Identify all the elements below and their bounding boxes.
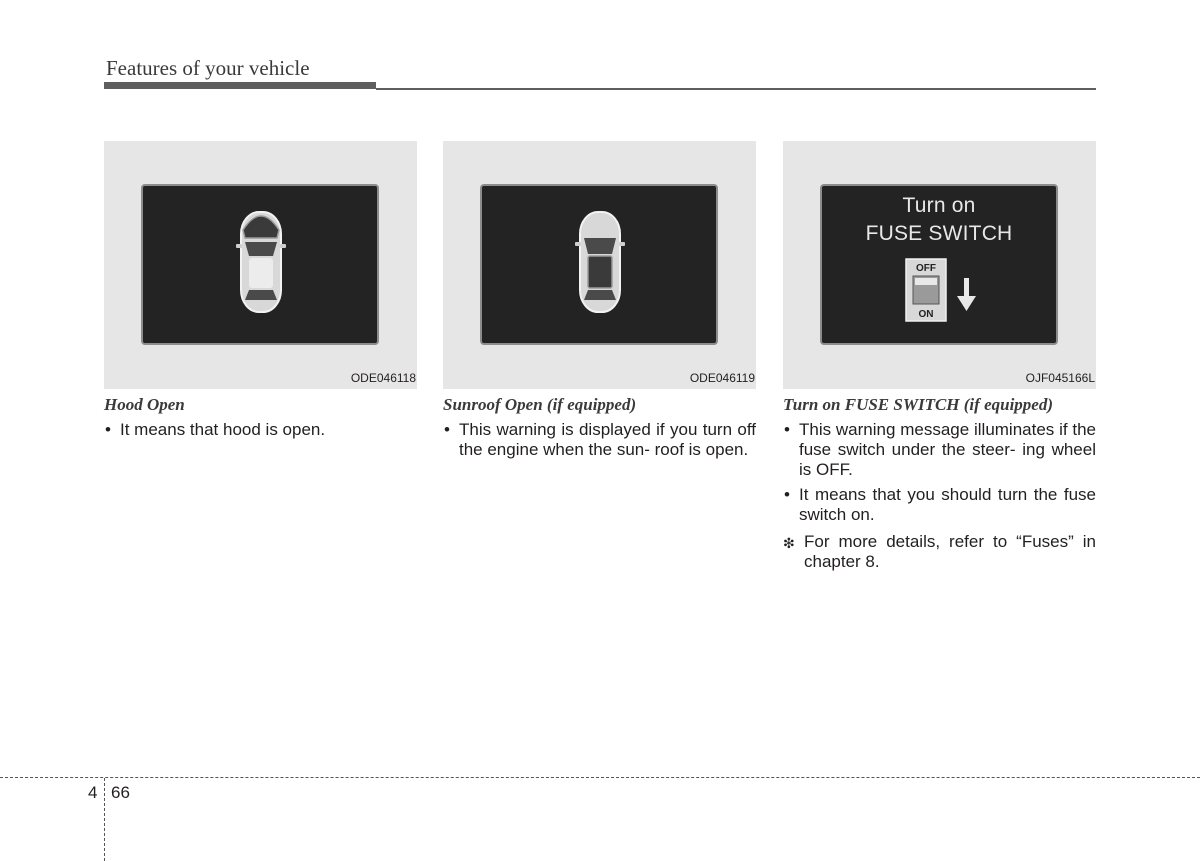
hood-open-display [141, 184, 379, 345]
bullet-item: • It means that you should turn the fuse switch on. [783, 485, 1096, 525]
chapter-number: 4 [88, 783, 98, 802]
hood-open-section [104, 141, 417, 440]
page-header-title: Features of your vehicle [106, 56, 310, 80]
switch-on-label: ON [918, 309, 934, 320]
fuse-switch-display [820, 184, 1058, 345]
bullet-item: • It means that hood is open. [104, 420, 417, 440]
display-line-1: Turn on [902, 194, 976, 217]
note-item: ❇ For more details, refer to “Fuses” in chapter 8. [783, 532, 1096, 572]
sunroof-open-figure [443, 141, 756, 389]
car-sunroof-open-icon [482, 186, 716, 343]
section-title: Sunroof Open (if equipped) [443, 395, 637, 414]
header-bar [104, 82, 376, 89]
fuse-switch-section [783, 141, 1096, 572]
section-title: Turn on FUSE SWITCH (if equipped) [783, 395, 1053, 414]
figure-code: OJF045166L [1025, 371, 1095, 385]
sunroof-open-display [480, 184, 718, 345]
car-hood-open-icon [143, 186, 377, 343]
arrow-down-icon [957, 296, 976, 311]
bullet-item: • This warning message illuminates if the fuse switch under the steer- ing wheel is OFF. [783, 420, 1096, 480]
fuse-switch-icon [822, 186, 1056, 343]
footer-divider [104, 778, 105, 861]
bullet-item: • This warning is displayed if you turn off the engine when the sun- roof is open. [443, 420, 756, 460]
page-number: 66 [111, 783, 130, 802]
switch-off-label: OFF [916, 263, 936, 274]
section-title: Hood Open [104, 395, 185, 414]
fuse-switch-figure [783, 141, 1096, 389]
header-rule [376, 88, 1096, 90]
hood-open-figure [104, 141, 417, 389]
display-line-2: FUSE SWITCH [865, 222, 1013, 245]
figure-code: ODE046119 [689, 371, 755, 385]
figure-code: ODE046118 [350, 371, 416, 385]
footer-rule [0, 777, 1200, 778]
sunroof-open-section [443, 141, 756, 460]
